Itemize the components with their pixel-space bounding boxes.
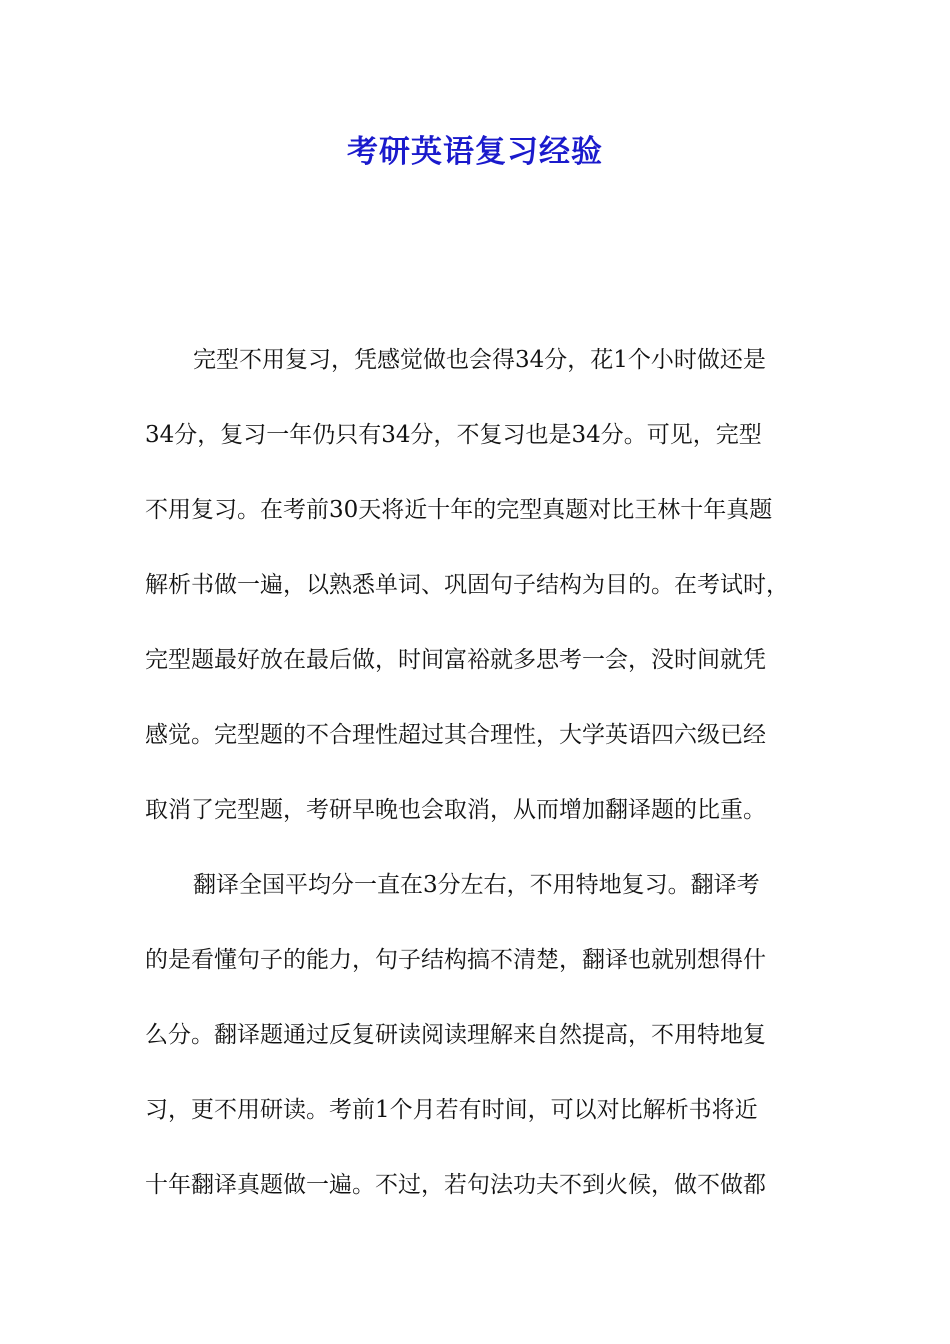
paragraph-2-line-1: 翻译全国平均分一直在3分左右，不用特地复习。翻译考 — [193, 872, 760, 898]
paragraph-2-line-2: 的是看懂句子的能力，句子结构搞不清楚，翻译也就别想得什 — [145, 947, 766, 973]
document-title: 考研英语复习经验 — [347, 134, 603, 170]
paragraph-2-line-3: 么分。翻译题通过反复研读阅读理解来自然提高，不用特地复 — [145, 1022, 766, 1048]
paragraph-1-line-5: 完型题最好放在最后做，时间富裕就多思考一会，没时间就凭 — [145, 647, 766, 673]
paragraph-1-line-6: 感觉。完型题的不合理性超过其合理性，大学英语四六级已经 — [145, 722, 766, 748]
paragraph-2-line-4: 习，更不用研读。考前1个月若有时间，可以对比解析书将近 — [145, 1097, 758, 1123]
paragraph-1-line-1: 完型不用复习，凭感觉做也会得34分，花1个小时做还是 — [193, 347, 766, 373]
paragraph-1-line-7: 取消了完型题，考研早晚也会取消，从而增加翻译题的比重。 — [145, 797, 766, 823]
paragraph-1-line-4: 解析书做一遍，以熟悉单词、巩固句子结构为目的。在考试时， — [145, 572, 789, 598]
paragraph-1-line-2: 34分，复习一年仍只有34分，不复习也是34分。可见，完型 — [145, 422, 762, 448]
paragraph-2-line-5: 十年翻译真题做一遍。不过，若句法功夫不到火候，做不做都 — [145, 1172, 766, 1198]
paragraph-1-line-3: 不用复习。在考前30天将近十年的完型真题对比王林十年真题 — [145, 497, 773, 523]
